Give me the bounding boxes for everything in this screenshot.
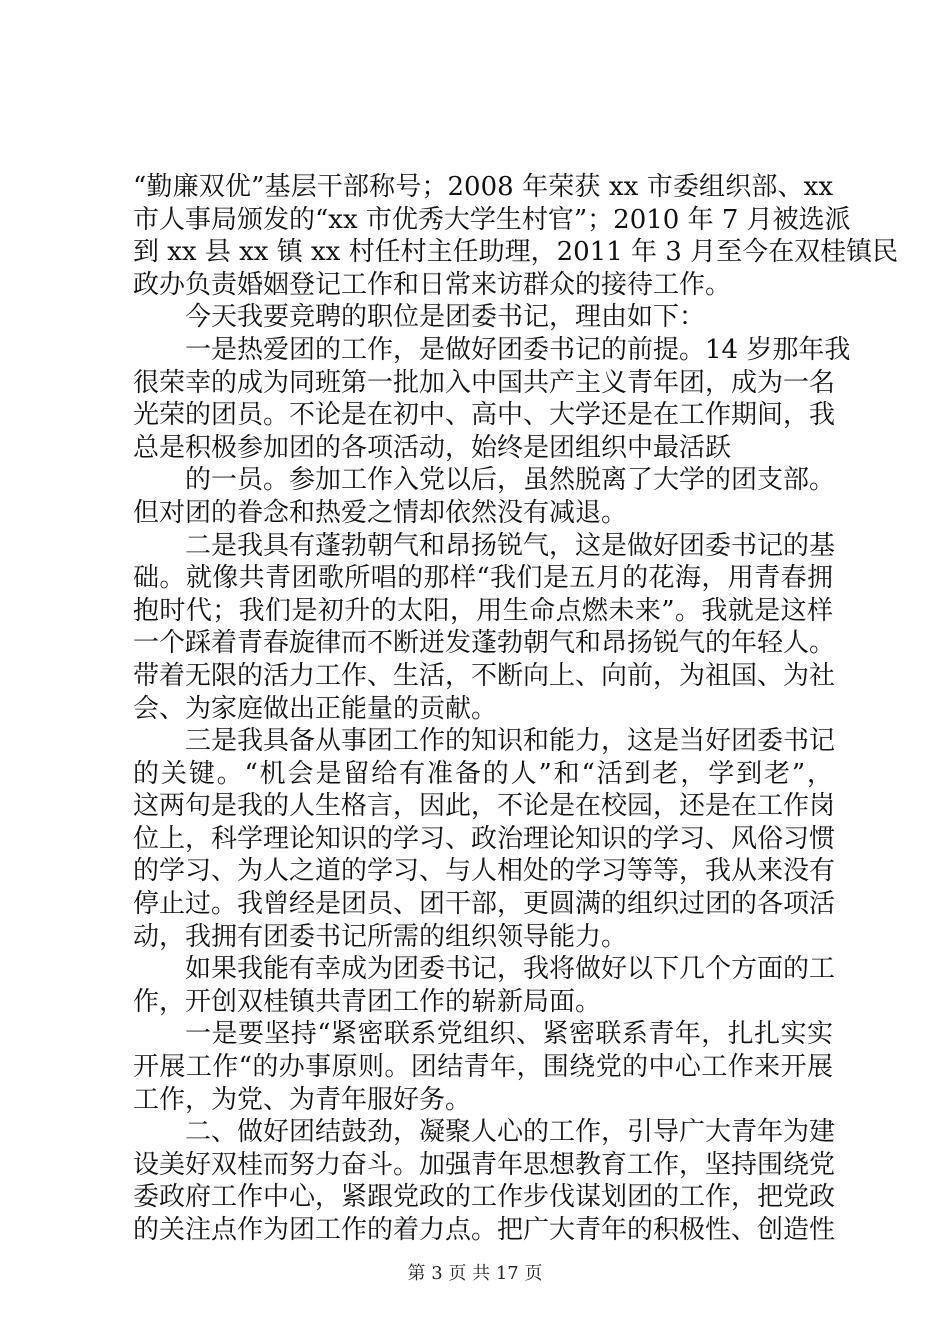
text-line: 一是热爱团的工作，是做好团委书记的前提。14 岁那年我 — [185, 334, 851, 365]
text-line: 一是要坚持“紧密联系党组织、紧密联系青年，扎扎实实 — [185, 1019, 833, 1050]
text-line: 的关注点作为团工作的着力点。把广大青年的积极性、创造性 — [133, 1215, 836, 1245]
text-line: 停止过。我曾经是团员、团干部，更圆满的组织过团的各项活 — [133, 889, 836, 920]
paragraph-7 — [133, 953, 836, 1018]
text-line: 位上，科学理论知识的学习、政治理论知识的学习、风俗习惯 — [133, 823, 836, 854]
text-line: 作，开创双桂镇共青团工作的崭新局面。 — [133, 986, 602, 1017]
text-line: 光荣的团员。不论是在初中、高中、大学还是在工作期间，我 — [133, 400, 836, 431]
page-number: 第 3 页 共 17 页 — [407, 1263, 543, 1284]
text-line: 市人事局颁发的“xx 市优秀大学生村官”；2010 年 7 月被选派 — [133, 204, 851, 235]
text-line: 础。就像共青团歌所唱的那样“我们是五月的花海，用青春拥 — [133, 563, 833, 594]
text-line: 的学习、为人之道的学习、与人相处的学习等等，我从来没有 — [133, 856, 836, 887]
paragraph-4 — [133, 464, 836, 529]
text-line: 带着无限的活力工作、生活，不断向上、向前，为祖国、为社 — [133, 660, 836, 691]
text-line: 的一员。参加工作入党以后，虽然脱离了大学的团支部。 — [185, 465, 836, 496]
text-line: 二是我具有蓬勃朝气和昂扬锐气，这是做好团委书记的基 — [185, 530, 836, 561]
paragraph-8 — [133, 1018, 833, 1116]
text-line: 抱时代；我们是初升的太阳，用生命点燃未来”。我就是这样 — [133, 595, 833, 626]
text-line: 今天我要竞聘的职位是团委书记，理由如下： — [185, 302, 706, 333]
text-line: 如果我能有幸成为团委书记，我将做好以下几个方面的工 — [185, 954, 836, 985]
page-footer — [0, 1262, 950, 1286]
paragraph-3 — [133, 334, 851, 464]
text-line: 但对团的眷念和热爱之情却依然没有减退。 — [133, 497, 628, 528]
text-line: 这两句是我的人生格言，因此，不论是在校园，还是在工作岗 — [133, 791, 836, 822]
text-line: 的关键。“机会是留给有准备的人”和“活到老，学到老”， — [133, 758, 833, 789]
text-line: 会、为家庭做出正能量的贡献。 — [133, 693, 498, 724]
text-line: 政办负责婚姻登记工作和日常来访群众的接待工作。 — [133, 269, 732, 300]
text-line: 很荣幸的成为同班第一批加入中国共产主义青年团，成为一名 — [133, 367, 836, 398]
paragraph-9 — [133, 1116, 836, 1246]
text-line: 一个踩着青春旋律而不断迸发蓬勃朝气和昂扬锐气的年轻人。 — [133, 628, 836, 659]
text-line: 总是积极参加团的各项活动，始终是团组织中最活跃 — [133, 432, 732, 463]
text-line: “勤廉双优”基层干部称号；2008 年荣获 xx 市委组织部、xx — [133, 172, 833, 202]
text-line: 工作，为党、为青年服好务。 — [133, 1084, 472, 1115]
document-body — [133, 171, 899, 1247]
text-line: 三是我具备从事团工作的知识和能力，这是当好团委书记 — [185, 726, 836, 757]
paragraph-6 — [133, 725, 836, 953]
text-line: 委政府工作中心，紧跟党政的工作步伐谋划团的工作，把党政 — [133, 1182, 836, 1213]
paragraph-1 — [133, 171, 899, 301]
text-line: 二、做好团结鼓劲，凝聚人心的工作，引导广大青年为建 — [185, 1117, 836, 1148]
text-line: 到 xx 县 xx 镇 xx 村任村主任助理，2011 年 3 月至今在双桂镇民 — [133, 237, 899, 268]
text-line: 设美好双桂而努力奋斗。加强青年思想教育工作，坚持围绕党 — [133, 1149, 836, 1180]
paragraph-5 — [133, 530, 836, 726]
paragraph-2 — [133, 301, 833, 334]
text-line: 动，我拥有团委书记所需的组织领导能力。 — [133, 921, 628, 952]
text-line: 开展工作“的办事原则。团结青年，围绕党的中心工作来开展 — [133, 1052, 833, 1083]
